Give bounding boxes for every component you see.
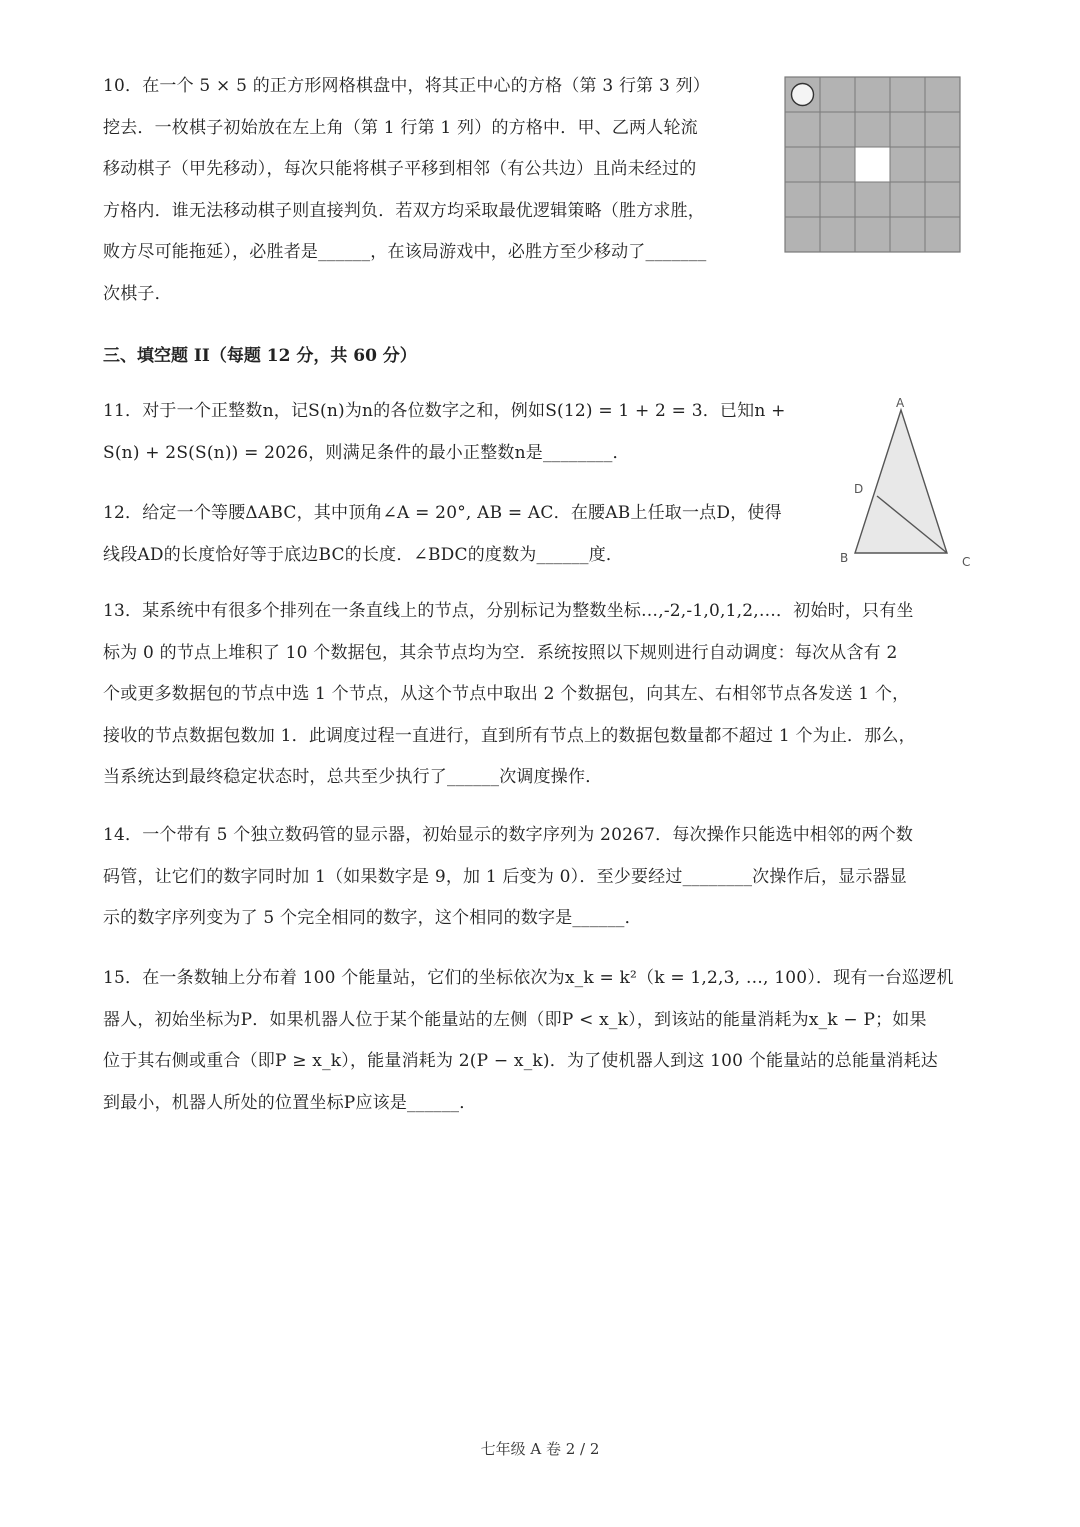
q12-line-1: 12．给定一个等腰ΔABC，其中顶角∠A = 20°, AB = AC．在腰AB上任取一点D，使得 — [103, 503, 782, 523]
q10-line-2: 挖去．一枚棋子初始放在左上角（第 1 行第 1 列）的方格中．甲、乙两人轮流 — [103, 117, 698, 138]
q13-line-1: 13．某系统中有很多个排列在一条直线上的节点，分别标记为整数坐标…,-2,-1,0,1,2,…．初始时，只有坐 — [103, 601, 914, 621]
section-3-title: 三、填空题 II（每题 12 分，共 60 分） — [103, 346, 417, 366]
q14-line-3: 示的数字序列变为了 5 个完全相同的数字，这个相同的数字是______． — [103, 908, 642, 928]
q10-line-4: 方格内．谁无法移动棋子则直接判负．若双方均采取最优逻辑策略（胜方求胜， — [103, 200, 705, 221]
question-12 — [103, 493, 803, 576]
q10-line-6: 次棋子． — [103, 283, 172, 304]
q11-line-2: S(n) + 2S(S(n)) = 2026，则满足条件的最小正整数n是________． — [103, 442, 630, 463]
q11-line-1: 11．对于一个正整数n，记S(n)为n的各位数字之和，例如S(12) = 1 + 2 = 3．已知n + — [103, 401, 786, 421]
chess-piece-icon — [792, 84, 814, 106]
q10-line-3: 移动棋子（甲先移动），每次只能将棋子平移到相邻（有公共边）且尚未经过的 — [103, 159, 697, 179]
q10-line-1: 10．在一个 5 × 5 的正方形网格棋盘中，将其正中心的方格（第 3 行第 3 列） — [103, 76, 710, 96]
q13-line-3: 个或更多数据包的节点中选 1 个节点，从这个节点中取出 2 个数据包，向其左、右相邻节点各发送 1 个， — [103, 684, 910, 704]
label-b: B — [840, 551, 849, 565]
question-13 — [103, 591, 983, 799]
triangle-abc — [855, 410, 947, 553]
q12-line-2: 线段AD的长度恰好等于底边BC的长度．∠BDC的度数为______度． — [103, 544, 624, 565]
page-footer: 七年级 A 卷 2 / 2 — [480, 1440, 600, 1458]
q15-line-1: 15．在一条数轴上分布着 100 个能量站，它们的坐标依次为x_k = k²（k = 1,2,3, …, 100）．现有一台巡逻机 — [103, 968, 954, 988]
q14-line-1: 14．一个带有 5 个独立数码管的显示器，初始显示的数字序列为 20267．每次操作只能选中相邻的两个数 — [103, 825, 914, 845]
question-10 — [103, 66, 763, 315]
label-c: C — [962, 555, 971, 569]
label-d: D — [854, 482, 864, 496]
question-14 — [103, 815, 983, 940]
q10-line-5: 败方尽可能拖延），必胜者是______，在该局游戏中，必胜方至少移动了_______ — [103, 242, 707, 262]
q13-line-2: 标为 0 的节点上堆积了 10 个数据包，其余节点均为空．系统按照以下规则进行自动调度：每次从含有 2 — [103, 642, 898, 663]
q15-line-2: 器人，初始坐标为P．如果机器人位于某个能量站的左侧（即P < x_k），到该站的能量消耗为x_k − P；如果 — [103, 1009, 927, 1030]
q14-line-2: 码管，让它们的数字同时加 1（如果数字是 9，加 1 后变为 0）．至少要经过________次操作后，显示器显 — [103, 866, 907, 887]
q13-line-4: 接收的节点数据包数加 1．此调度过程一直进行，直到所有节点上的数据包数量都不超过 1 个为止．那么， — [103, 725, 916, 746]
q15-line-4: 到最小，机器人所处的位置坐标P应该是______． — [103, 1092, 477, 1113]
label-a: A — [896, 396, 905, 410]
question-11 — [103, 391, 803, 474]
question-15 — [103, 958, 983, 1124]
q15-line-3: 位于其右侧或重合（即P ≥ x_k），能量消耗为 2(P − x_k)．为了使机器人到这 100 个能量站的总能量消耗达 — [103, 1051, 938, 1071]
removed-center-square — [856, 148, 890, 182]
chessboard-figure — [784, 76, 962, 254]
q13-line-5: 当系统达到最终稳定状态时，总共至少执行了______次调度操作． — [103, 767, 603, 787]
triangle-figure — [834, 393, 984, 573]
